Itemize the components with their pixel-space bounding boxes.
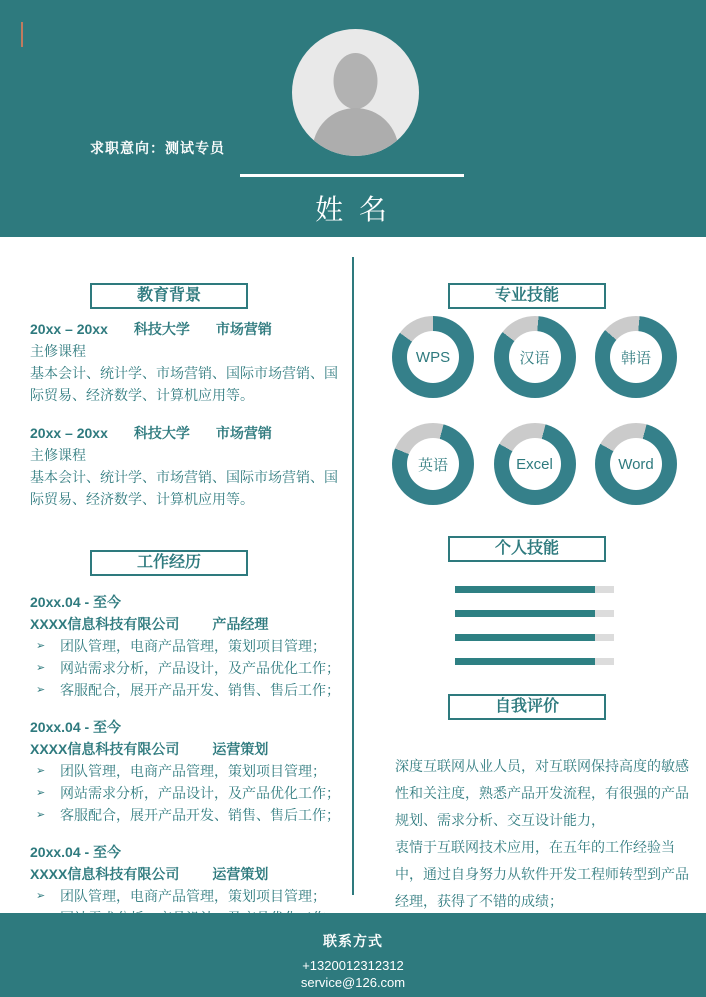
bullet-arrow-icon: ➢ — [36, 809, 46, 821]
work-company: XXXX信息科技有限公司 — [30, 616, 180, 632]
donut-hole — [407, 331, 459, 383]
donut-hole — [509, 331, 561, 383]
education-school: 科技大学 — [133, 321, 190, 337]
skill-donut-英语 — [392, 423, 474, 505]
education-courses: 基本会计、统计学、市场营销、国际市场营销、国际贸易、经济数学、计算机应用等。 — [30, 469, 338, 507]
work-bullet — [30, 657, 345, 679]
column-divider — [352, 257, 354, 895]
work-bullet — [30, 782, 345, 804]
job-objective-value: 测试专员 — [165, 140, 225, 156]
section-title-education: 教育背景 — [90, 283, 248, 309]
education-entry — [30, 422, 345, 510]
education-courses: 基本会计、统计学、市场营销、国际市场营销、国际贸易、经济数学、计算机应用等。 — [30, 365, 338, 403]
work-bullet — [30, 885, 345, 907]
bullet-arrow-icon: ➢ — [36, 787, 46, 799]
work-bullet — [30, 760, 345, 782]
education-list — [30, 318, 345, 510]
skill-bar-fill — [455, 586, 595, 593]
avatar — [292, 29, 419, 156]
work-position: 运营策划 — [212, 866, 269, 882]
name-underline — [240, 174, 464, 177]
education-period: 20xx – 20xx — [30, 321, 108, 337]
left-column — [30, 283, 345, 929]
work-heading — [30, 863, 345, 885]
bullet-arrow-icon: ➢ — [36, 765, 46, 777]
work-bullet-text: 团队管理，电商产品管理，策划项目管理； — [60, 638, 326, 654]
bullet-arrow-icon: ➢ — [36, 662, 46, 674]
skill-bar — [455, 586, 614, 593]
work-heading — [30, 738, 345, 760]
skill-donut-grid — [392, 316, 677, 505]
work-bullets — [30, 760, 345, 826]
education-course-label: 主修课程 — [30, 447, 86, 463]
work-bullet-text: 团队管理，电商产品管理，策划项目管理； — [60, 763, 326, 779]
skill-bar — [455, 658, 614, 665]
work-bullet-text: 客服配合，展开产品开发、销售、售后工作； — [60, 682, 340, 698]
work-bullet-text: 客服配合，展开产品开发、销售、售后工作； — [60, 807, 340, 823]
donut-hole — [610, 438, 662, 490]
work-period: 20xx.04 - 至今 — [30, 719, 122, 735]
candidate-name: 姓 名 — [315, 194, 391, 225]
header-band — [0, 0, 706, 237]
work-company: XXXX信息科技有限公司 — [30, 866, 180, 882]
donut-label: 韩语 — [620, 349, 651, 367]
donut-label: 汉语 — [519, 349, 550, 367]
work-period: 20xx.04 - 至今 — [30, 594, 122, 610]
work-heading — [30, 613, 345, 635]
skill-donut-word — [595, 423, 677, 505]
work-bullet-text: 网站需求分析，产品设计，及产品优化工作； — [60, 785, 340, 801]
donut-hole — [610, 331, 662, 383]
person-icon — [292, 29, 419, 156]
section-title-personal-skills: 个人技能 — [448, 536, 606, 562]
skill-donut-汉语 — [494, 316, 576, 398]
contact-email: service@126.com — [300, 975, 406, 990]
job-objective-label: 求职意向： — [90, 140, 165, 156]
work-company: XXXX信息科技有限公司 — [30, 741, 180, 757]
skill-bar-fill — [455, 634, 595, 641]
donut-hole — [509, 438, 561, 490]
donut-hole — [407, 438, 459, 490]
footer-band — [0, 913, 706, 997]
work-bullet — [30, 804, 345, 826]
bullet-arrow-icon: ➢ — [36, 640, 46, 652]
work-entry — [30, 716, 345, 826]
work-bullet — [30, 635, 345, 657]
work-bullet-text: 团队管理，电商产品管理，策划项目管理； — [60, 888, 326, 904]
section-title-work: 工作经历 — [90, 550, 248, 576]
education-school: 科技大学 — [133, 425, 190, 441]
evaluation-text — [395, 753, 693, 915]
bullet-arrow-icon: ➢ — [36, 890, 46, 902]
work-position: 产品经理 — [212, 616, 269, 632]
evaluation-paragraph: 深度互联网从业人员，对互联网保持高度的敏感性和关注度，熟悉产品开发流程，有很强的产品规划、需求分析、交互设计能力， — [395, 758, 689, 828]
skill-bar-list — [455, 586, 614, 665]
education-course-label: 主修课程 — [30, 343, 86, 359]
donut-label: Word — [618, 455, 654, 473]
donut-label: 英语 — [417, 456, 448, 474]
evaluation-paragraph: 衷情于互联网技术应用，在五年的工作经验当中，通过自身努力从软件开发工程师转型到产品经理，获得了不错的成绩； — [395, 839, 689, 909]
skill-bar-fill — [455, 610, 595, 617]
education-heading — [30, 422, 345, 444]
contact-title: 联系方式 — [323, 933, 383, 949]
donut-label: WPS — [415, 348, 451, 366]
work-bullet-text: 网站需求分析，产品设计，及产品优化工作； — [60, 660, 340, 676]
education-major: 市场营销 — [215, 321, 272, 337]
contact-phone: +1320012312312 — [302, 958, 404, 973]
job-objective — [90, 138, 225, 158]
skill-donut-韩语 — [595, 316, 677, 398]
education-period: 20xx – 20xx — [30, 425, 108, 441]
work-bullet — [30, 679, 345, 701]
work-period: 20xx.04 - 至今 — [30, 844, 122, 860]
bullet-arrow-icon: ➢ — [36, 684, 46, 696]
text-cursor-mark — [21, 22, 23, 47]
skill-bar — [455, 610, 614, 617]
education-heading — [30, 318, 345, 340]
section-title-professional-skills: 专业技能 — [448, 283, 606, 309]
right-column — [392, 283, 694, 915]
skill-donut-wps — [392, 316, 474, 398]
skill-donut-excel — [494, 423, 576, 505]
work-bullets — [30, 635, 345, 701]
work-position: 运营策划 — [212, 741, 269, 757]
education-entry — [30, 318, 345, 406]
education-major: 市场营销 — [215, 425, 272, 441]
work-entry — [30, 591, 345, 701]
skill-bar — [455, 634, 614, 641]
skill-bar-fill — [455, 658, 595, 665]
donut-label: Excel — [516, 455, 553, 473]
section-title-evaluation: 自我评价 — [448, 694, 606, 720]
work-list — [30, 591, 345, 929]
